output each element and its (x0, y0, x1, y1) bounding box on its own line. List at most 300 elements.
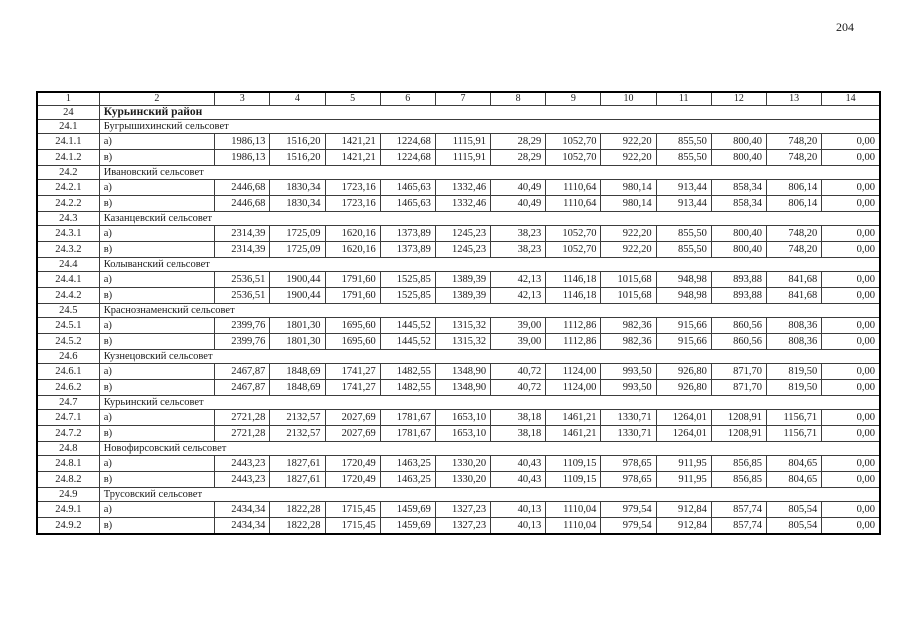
value-cell: 2536,51 (215, 272, 270, 288)
value-cell: 893,88 (711, 272, 766, 288)
row-code: 24.3.2 (37, 242, 99, 258)
table-row (37, 242, 880, 258)
value-cell: 40,72 (491, 380, 546, 396)
value-cell: 28,29 (491, 134, 546, 150)
value-cell: 819,50 (767, 364, 822, 380)
row-code: 24.5.2 (37, 334, 99, 350)
row-code: 24.7.1 (37, 410, 99, 426)
value-cell: 1848,69 (270, 364, 325, 380)
value-cell: 0,00 (822, 472, 880, 488)
value-cell: 819,50 (767, 380, 822, 396)
column-header: 9 (546, 92, 601, 106)
value-cell: 1330,71 (601, 426, 656, 442)
district-name: Курьинский район (99, 106, 880, 120)
value-cell: 2314,39 (215, 226, 270, 242)
value-cell: 993,50 (601, 364, 656, 380)
section-row (37, 350, 880, 364)
column-header: 12 (711, 92, 766, 106)
value-cell: 1327,23 (435, 518, 490, 535)
value-cell: 2399,76 (215, 318, 270, 334)
row-label: а) (99, 134, 214, 150)
row-label: в) (99, 196, 214, 212)
value-cell: 0,00 (822, 380, 880, 396)
value-cell: 1112,86 (546, 334, 601, 350)
row-code: 24.8.2 (37, 472, 99, 488)
value-cell: 1445,52 (380, 318, 435, 334)
value-cell: 922,20 (601, 134, 656, 150)
value-cell: 857,74 (711, 502, 766, 518)
value-cell: 978,65 (601, 456, 656, 472)
value-cell: 804,65 (767, 472, 822, 488)
value-cell: 1653,10 (435, 426, 490, 442)
row-label: а) (99, 226, 214, 242)
value-cell: 1245,23 (435, 242, 490, 258)
value-cell: 1463,25 (380, 472, 435, 488)
value-cell: 806,14 (767, 180, 822, 196)
value-cell: 1156,71 (767, 410, 822, 426)
column-header: 7 (435, 92, 490, 106)
section-name: Колыванский сельсовет (99, 258, 880, 272)
row-code: 24.8.1 (37, 456, 99, 472)
row-code: 24.9.1 (37, 502, 99, 518)
section-code: 24.3 (37, 212, 99, 226)
section-code: 24.5 (37, 304, 99, 318)
value-cell: 1461,21 (546, 426, 601, 442)
value-cell: 1781,67 (380, 426, 435, 442)
table-row (37, 196, 880, 212)
value-cell: 841,68 (767, 288, 822, 304)
value-cell: 0,00 (822, 242, 880, 258)
value-cell: 39,00 (491, 334, 546, 350)
row-label: а) (99, 180, 214, 196)
value-cell: 0,00 (822, 334, 880, 350)
column-header: 2 (99, 92, 214, 106)
value-cell: 1052,70 (546, 150, 601, 166)
section-row (37, 120, 880, 134)
row-label: в) (99, 334, 214, 350)
section-name: Курьинский сельсовет (99, 396, 880, 410)
value-cell: 2721,28 (215, 410, 270, 426)
value-cell: 2536,51 (215, 288, 270, 304)
value-cell: 38,18 (491, 410, 546, 426)
value-cell: 1330,20 (435, 456, 490, 472)
value-cell: 893,88 (711, 288, 766, 304)
value-cell: 806,14 (767, 196, 822, 212)
value-cell: 1465,63 (380, 196, 435, 212)
value-cell: 1112,86 (546, 318, 601, 334)
table-row (37, 288, 880, 304)
value-cell: 1052,70 (546, 134, 601, 150)
value-cell: 1830,34 (270, 196, 325, 212)
row-label: а) (99, 502, 214, 518)
section-row (37, 488, 880, 502)
value-cell: 1459,69 (380, 518, 435, 535)
value-cell: 1124,00 (546, 380, 601, 396)
value-cell: 808,36 (767, 334, 822, 350)
row-label: а) (99, 364, 214, 380)
value-cell: 1830,34 (270, 180, 325, 196)
value-cell: 912,84 (656, 518, 711, 535)
table-row (37, 180, 880, 196)
value-cell: 1723,16 (325, 196, 380, 212)
value-cell: 1373,89 (380, 226, 435, 242)
section-code: 24.9 (37, 488, 99, 502)
value-cell: 1146,18 (546, 272, 601, 288)
section-name: Кузнецовский сельсовет (99, 350, 880, 364)
value-cell: 0,00 (822, 196, 880, 212)
value-cell: 2434,34 (215, 502, 270, 518)
value-cell: 1827,61 (270, 456, 325, 472)
value-cell: 1848,69 (270, 380, 325, 396)
table-row (37, 134, 880, 150)
section-code: 24.4 (37, 258, 99, 272)
value-cell: 1827,61 (270, 472, 325, 488)
value-cell: 1421,21 (325, 150, 380, 166)
table-row (37, 334, 880, 350)
value-cell: 40,72 (491, 364, 546, 380)
column-header: 3 (215, 92, 270, 106)
value-cell: 40,43 (491, 456, 546, 472)
value-cell: 1620,16 (325, 226, 380, 242)
value-cell: 1109,15 (546, 472, 601, 488)
value-cell: 1348,90 (435, 380, 490, 396)
value-cell: 1516,20 (270, 150, 325, 166)
row-label: в) (99, 150, 214, 166)
value-cell: 1525,85 (380, 272, 435, 288)
value-cell: 0,00 (822, 226, 880, 242)
table-body (37, 92, 880, 534)
value-cell: 1801,30 (270, 334, 325, 350)
column-header: 13 (767, 92, 822, 106)
value-cell: 38,23 (491, 242, 546, 258)
value-cell: 1516,20 (270, 134, 325, 150)
value-cell: 1208,91 (711, 410, 766, 426)
value-cell: 40,13 (491, 502, 546, 518)
district-code: 24 (37, 106, 99, 120)
value-cell: 1900,44 (270, 272, 325, 288)
value-cell: 1620,16 (325, 242, 380, 258)
table-row (37, 502, 880, 518)
value-cell: 1348,90 (435, 364, 490, 380)
value-cell: 860,56 (711, 334, 766, 350)
section-row (37, 442, 880, 456)
column-header: 11 (656, 92, 711, 106)
value-cell: 980,14 (601, 180, 656, 196)
row-code: 24.7.2 (37, 426, 99, 442)
value-cell: 800,40 (711, 242, 766, 258)
value-cell: 1791,60 (325, 272, 380, 288)
value-cell: 1525,85 (380, 288, 435, 304)
section-name: Ивановский сельсовет (99, 166, 880, 180)
value-cell: 800,40 (711, 226, 766, 242)
value-cell: 805,54 (767, 518, 822, 535)
value-cell: 911,95 (656, 456, 711, 472)
page-number: 204 (836, 20, 854, 34)
value-cell: 0,00 (822, 318, 880, 334)
table-row (37, 426, 880, 442)
value-cell: 38,23 (491, 226, 546, 242)
section-code: 24.7 (37, 396, 99, 410)
row-code: 24.6.2 (37, 380, 99, 396)
value-cell: 40,13 (491, 518, 546, 535)
value-cell: 28,29 (491, 150, 546, 166)
section-name: Бугрышихинский сельсовет (99, 120, 880, 134)
value-cell: 2721,28 (215, 426, 270, 442)
value-cell: 748,20 (767, 226, 822, 242)
value-cell: 1695,60 (325, 318, 380, 334)
value-cell: 2027,69 (325, 426, 380, 442)
value-cell: 1986,13 (215, 150, 270, 166)
row-label: в) (99, 426, 214, 442)
value-cell: 800,40 (711, 134, 766, 150)
column-header: 6 (380, 92, 435, 106)
row-code: 24.9.2 (37, 518, 99, 535)
value-cell: 1373,89 (380, 242, 435, 258)
value-cell: 2443,23 (215, 456, 270, 472)
value-cell: 1224,68 (380, 134, 435, 150)
row-code: 24.4.2 (37, 288, 99, 304)
row-label: в) (99, 472, 214, 488)
value-cell: 926,80 (656, 364, 711, 380)
section-name: Краснознаменский сельсовет (99, 304, 880, 318)
value-cell: 915,66 (656, 334, 711, 350)
value-cell: 1110,64 (546, 196, 601, 212)
value-cell: 1052,70 (546, 226, 601, 242)
row-label: а) (99, 272, 214, 288)
value-cell: 915,66 (656, 318, 711, 334)
column-header: 10 (601, 92, 656, 106)
value-cell: 855,50 (656, 134, 711, 150)
value-cell: 913,44 (656, 196, 711, 212)
column-header: 5 (325, 92, 380, 106)
section-row (37, 166, 880, 180)
value-cell: 841,68 (767, 272, 822, 288)
value-cell: 1720,49 (325, 472, 380, 488)
value-cell: 1781,67 (380, 410, 435, 426)
value-cell: 1110,04 (546, 502, 601, 518)
value-cell: 2443,23 (215, 472, 270, 488)
value-cell: 1115,91 (435, 134, 490, 150)
row-label: а) (99, 410, 214, 426)
section-row (37, 212, 880, 226)
value-cell: 38,18 (491, 426, 546, 442)
value-cell: 1822,28 (270, 518, 325, 535)
value-cell: 1327,23 (435, 502, 490, 518)
section-name: Казанцевский сельсовет (99, 212, 880, 226)
value-cell: 1900,44 (270, 288, 325, 304)
table-row (37, 150, 880, 166)
value-cell: 800,40 (711, 150, 766, 166)
value-cell: 912,84 (656, 502, 711, 518)
row-code: 24.3.1 (37, 226, 99, 242)
section-row (37, 258, 880, 272)
value-cell: 1115,91 (435, 150, 490, 166)
value-cell: 1653,10 (435, 410, 490, 426)
value-cell: 857,74 (711, 518, 766, 535)
value-cell: 1389,39 (435, 288, 490, 304)
value-cell: 1015,68 (601, 272, 656, 288)
value-cell: 804,65 (767, 456, 822, 472)
value-cell: 855,50 (656, 226, 711, 242)
value-cell: 1224,68 (380, 150, 435, 166)
column-header: 4 (270, 92, 325, 106)
value-cell: 1332,46 (435, 180, 490, 196)
row-code: 24.1.2 (37, 150, 99, 166)
row-label: а) (99, 318, 214, 334)
value-cell: 0,00 (822, 150, 880, 166)
value-cell: 2434,34 (215, 518, 270, 535)
section-row (37, 396, 880, 410)
value-cell: 1445,52 (380, 334, 435, 350)
value-cell: 1110,64 (546, 180, 601, 196)
value-cell: 871,70 (711, 380, 766, 396)
row-code: 24.4.1 (37, 272, 99, 288)
value-cell: 1264,01 (656, 410, 711, 426)
value-cell: 2132,57 (270, 426, 325, 442)
value-cell: 0,00 (822, 518, 880, 535)
row-label: в) (99, 380, 214, 396)
row-code: 24.2.1 (37, 180, 99, 196)
value-cell: 1332,46 (435, 196, 490, 212)
value-cell: 0,00 (822, 502, 880, 518)
value-cell: 1330,20 (435, 472, 490, 488)
value-cell: 0,00 (822, 180, 880, 196)
value-cell: 748,20 (767, 150, 822, 166)
table-row (37, 518, 880, 535)
value-cell: 1482,55 (380, 380, 435, 396)
value-cell: 1463,25 (380, 456, 435, 472)
table-row (37, 456, 880, 472)
value-cell: 1725,09 (270, 242, 325, 258)
value-cell: 1715,45 (325, 518, 380, 535)
value-cell: 993,50 (601, 380, 656, 396)
value-cell: 1741,27 (325, 380, 380, 396)
value-cell: 1389,39 (435, 272, 490, 288)
section-name: Трусовский сельсовет (99, 488, 880, 502)
table-row (37, 226, 880, 242)
value-cell: 42,13 (491, 272, 546, 288)
value-cell: 1465,63 (380, 180, 435, 196)
value-cell: 1109,15 (546, 456, 601, 472)
value-cell: 748,20 (767, 242, 822, 258)
value-cell: 856,85 (711, 472, 766, 488)
section-code: 24.6 (37, 350, 99, 364)
value-cell: 871,70 (711, 364, 766, 380)
table-row (37, 380, 880, 396)
value-cell: 911,95 (656, 472, 711, 488)
value-cell: 858,34 (711, 180, 766, 196)
value-cell: 0,00 (822, 288, 880, 304)
value-cell: 1052,70 (546, 242, 601, 258)
value-cell: 2446,68 (215, 196, 270, 212)
value-cell: 1156,71 (767, 426, 822, 442)
value-cell: 979,54 (601, 518, 656, 535)
value-cell: 1461,21 (546, 410, 601, 426)
value-cell: 748,20 (767, 134, 822, 150)
value-cell: 39,00 (491, 318, 546, 334)
value-cell: 1245,23 (435, 226, 490, 242)
value-cell: 1801,30 (270, 318, 325, 334)
value-cell: 948,98 (656, 272, 711, 288)
value-cell: 2467,87 (215, 380, 270, 396)
row-label: в) (99, 242, 214, 258)
section-code: 24.2 (37, 166, 99, 180)
value-cell: 1720,49 (325, 456, 380, 472)
column-header: 1 (37, 92, 99, 106)
value-cell: 1146,18 (546, 288, 601, 304)
value-cell: 856,85 (711, 456, 766, 472)
value-cell: 0,00 (822, 456, 880, 472)
value-cell: 1124,00 (546, 364, 601, 380)
district-row (37, 106, 880, 120)
table-row (37, 410, 880, 426)
value-cell: 40,43 (491, 472, 546, 488)
value-cell: 855,50 (656, 242, 711, 258)
row-label: в) (99, 288, 214, 304)
value-cell: 0,00 (822, 410, 880, 426)
section-code: 24.1 (37, 120, 99, 134)
value-cell: 0,00 (822, 134, 880, 150)
row-label: а) (99, 456, 214, 472)
value-cell: 922,20 (601, 150, 656, 166)
row-code: 24.2.2 (37, 196, 99, 212)
value-cell: 1315,32 (435, 334, 490, 350)
value-cell: 1421,21 (325, 134, 380, 150)
value-cell: 2027,69 (325, 410, 380, 426)
row-label: в) (99, 518, 214, 535)
value-cell: 1110,04 (546, 518, 601, 535)
value-cell: 42,13 (491, 288, 546, 304)
value-cell: 1208,91 (711, 426, 766, 442)
section-code: 24.8 (37, 442, 99, 456)
value-cell: 1482,55 (380, 364, 435, 380)
value-cell: 805,54 (767, 502, 822, 518)
value-cell: 1264,01 (656, 426, 711, 442)
value-cell: 922,20 (601, 226, 656, 242)
value-cell: 1723,16 (325, 180, 380, 196)
value-cell: 978,65 (601, 472, 656, 488)
value-cell: 40,49 (491, 196, 546, 212)
row-code: 24.1.1 (37, 134, 99, 150)
value-cell: 2446,68 (215, 180, 270, 196)
value-cell: 2132,57 (270, 410, 325, 426)
value-cell: 1986,13 (215, 134, 270, 150)
value-cell: 808,36 (767, 318, 822, 334)
section-row (37, 304, 880, 318)
value-cell: 980,14 (601, 196, 656, 212)
value-cell: 1330,71 (601, 410, 656, 426)
value-cell: 1695,60 (325, 334, 380, 350)
row-code: 24.6.1 (37, 364, 99, 380)
value-cell: 2314,39 (215, 242, 270, 258)
value-cell: 922,20 (601, 242, 656, 258)
row-code: 24.5.1 (37, 318, 99, 334)
table-row (37, 364, 880, 380)
value-cell: 926,80 (656, 380, 711, 396)
value-cell: 2399,76 (215, 334, 270, 350)
value-cell: 2467,87 (215, 364, 270, 380)
value-cell: 0,00 (822, 364, 880, 380)
table-row (37, 272, 880, 288)
value-cell: 1315,32 (435, 318, 490, 334)
value-cell: 979,54 (601, 502, 656, 518)
table-row (37, 472, 880, 488)
column-header-row (37, 92, 880, 106)
value-cell: 1725,09 (270, 226, 325, 242)
value-cell: 1822,28 (270, 502, 325, 518)
value-cell: 913,44 (656, 180, 711, 196)
value-cell: 860,56 (711, 318, 766, 334)
